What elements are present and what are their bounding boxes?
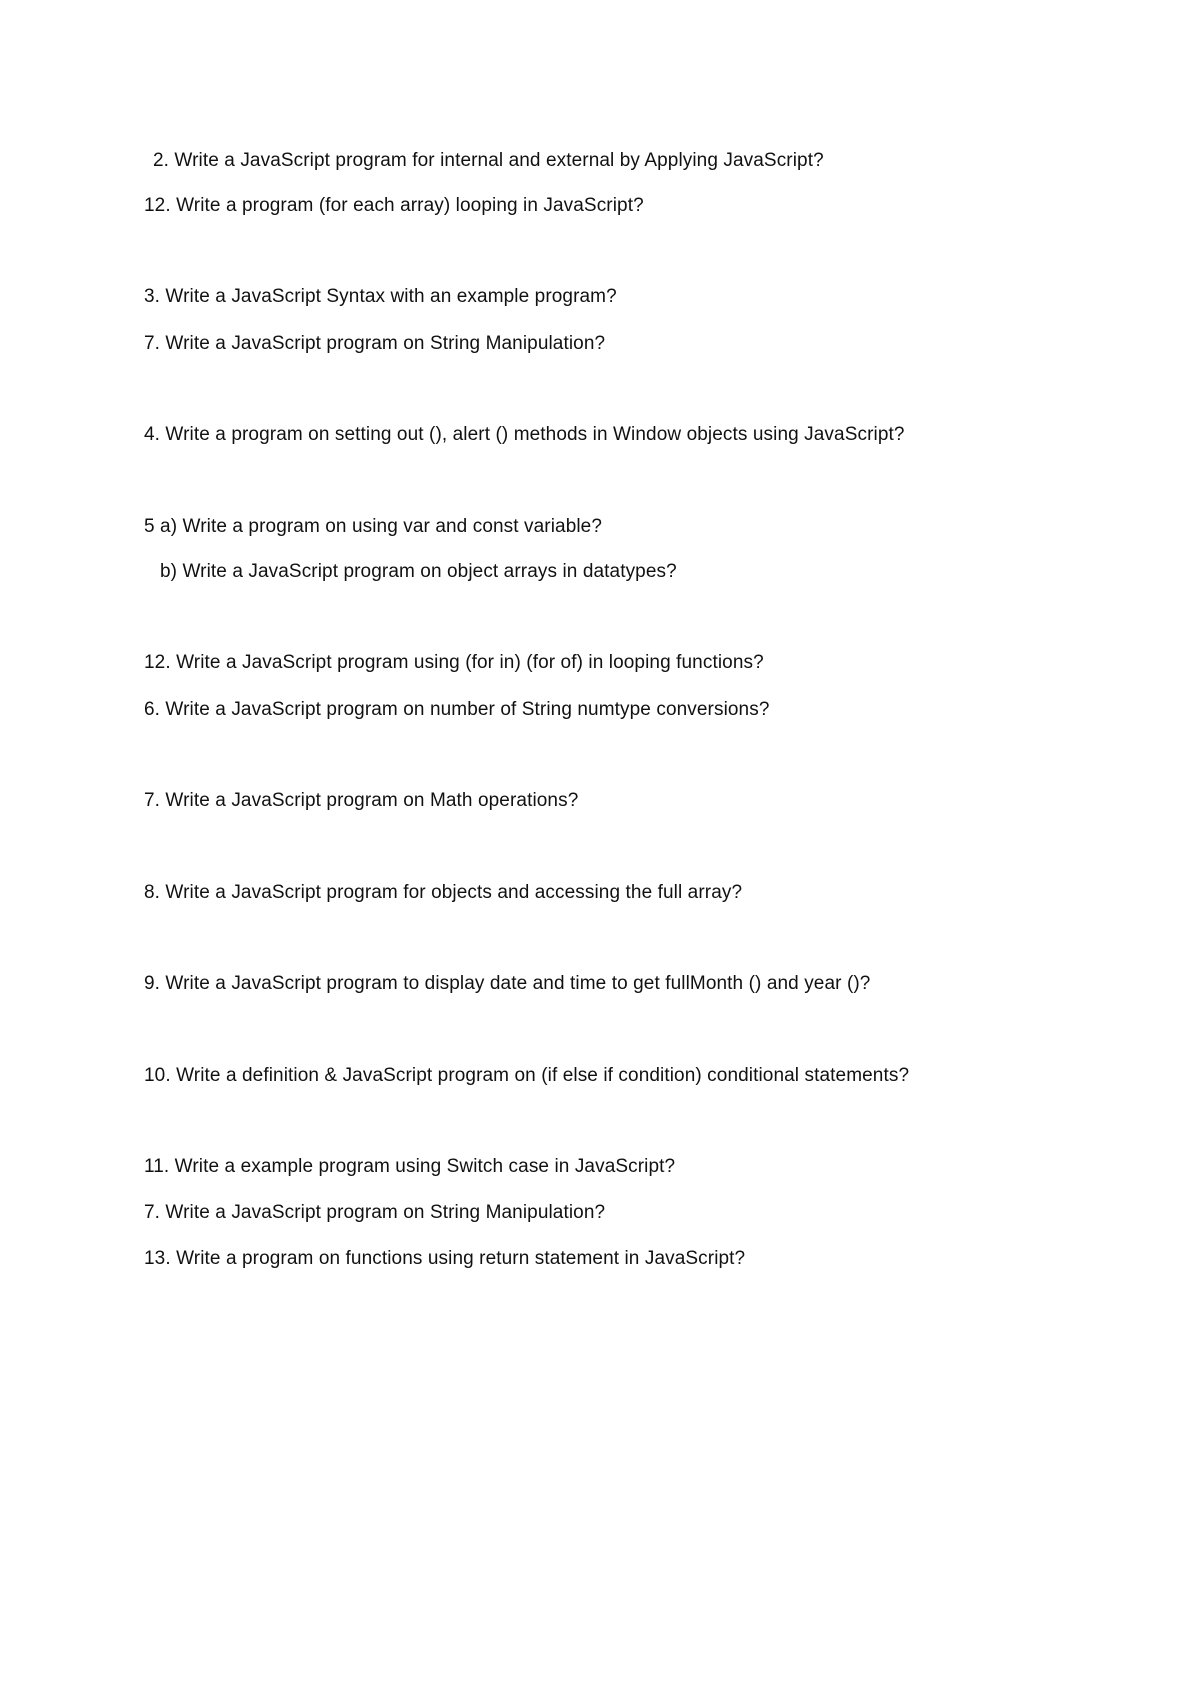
question-7-string-manipulation: 7. Write a JavaScript program on String Manipulation?: [144, 333, 606, 354]
question-3-syntax: 3. Write a JavaScript Syntax with an example program?: [144, 286, 617, 307]
question-7-math-operations: 7. Write a JavaScript program on Math operations?: [144, 790, 579, 811]
question-13-return-statement: 13. Write a program on functions using return statement in JavaScript?: [144, 1248, 746, 1269]
question-9-date-time: 9. Write a JavaScript program to display date and time to get fullMonth () and year ()?: [144, 973, 871, 994]
question-11-switch-case: 11. Write a example program using Switch case in JavaScript?: [144, 1156, 676, 1177]
question-12-for-each-array: 12. Write a program (for each array) looping in JavaScript?: [144, 195, 644, 216]
question-12-for-in-for-of: 12. Write a JavaScript program using (for in) (for of) in looping functions?: [144, 652, 764, 673]
question-5b-object-arrays: b) Write a JavaScript program on object arrays in datatypes?: [160, 561, 677, 582]
question-7-string-manipulation-repeat: 7. Write a JavaScript program on String Manipulation?: [144, 1202, 606, 1223]
question-10-conditional-statements: 10. Write a definition & JavaScript program on (if else if condition) conditional statements?: [144, 1065, 910, 1086]
question-5a-var-const: 5 a) Write a program on using var and const variable?: [144, 516, 603, 537]
question-2-internal-external: 2. Write a JavaScript program for internal and external by Applying JavaScript?: [153, 150, 824, 171]
question-4-window-methods: 4. Write a program on setting out (), alert () methods in Window objects using JavaScript?: [144, 424, 905, 445]
question-6-type-conversions: 6. Write a JavaScript program on number of String numtype conversions?: [144, 699, 770, 720]
question-8-objects-array: 8. Write a JavaScript program for objects and accessing the full array?: [144, 882, 743, 903]
